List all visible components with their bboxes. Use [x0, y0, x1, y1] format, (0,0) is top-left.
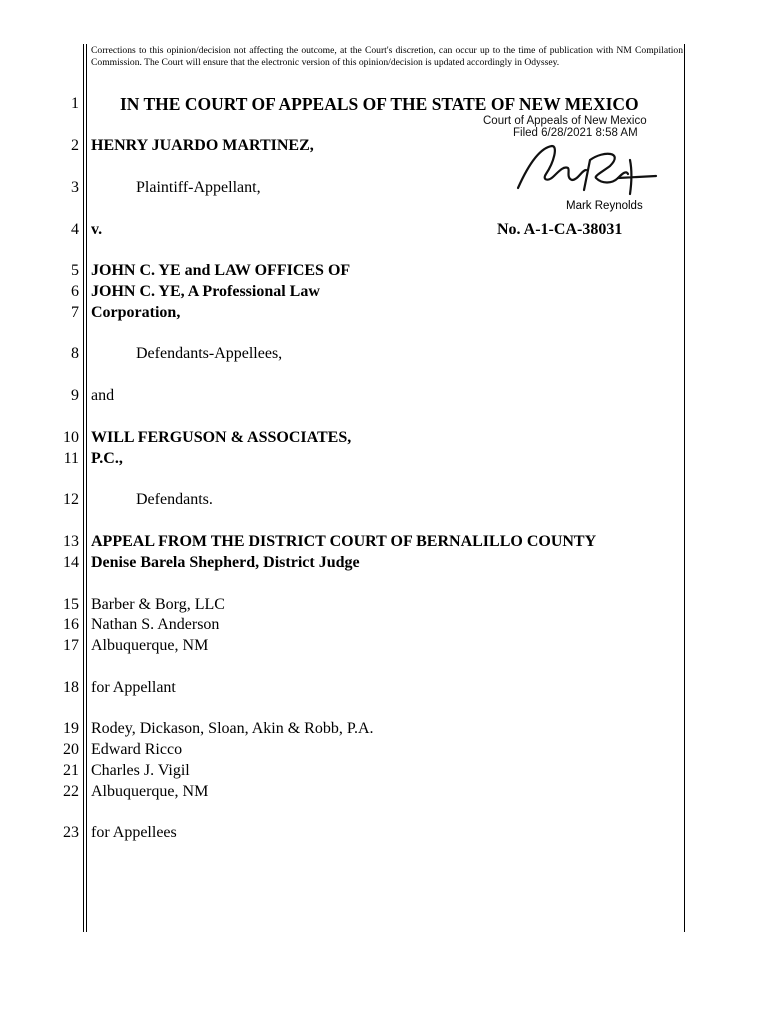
line-number: 1	[71, 95, 79, 112]
defendant-name: Corporation,	[91, 304, 181, 321]
for-appellees: for Appellees	[91, 824, 177, 841]
line-number: 22	[63, 783, 79, 800]
versus: v.	[91, 221, 103, 238]
corrections-notice: Corrections to this opinion/decision not affecting the outcome, at the Court's discretion, can occur up to the time of publication with NM Compilation Commission. The Court will ensure that the electronic version of this opinion/decision is updated accordingly in Odyssey.	[91, 45, 683, 69]
plaintiff-name: HENRY JUARDO MARTINEZ,	[91, 137, 314, 154]
district-judge: Denise Barela Shepherd, District Judge	[91, 554, 360, 571]
appellant-counsel: Nathan S. Anderson	[91, 616, 220, 633]
conjunction: and	[91, 387, 115, 404]
appellant-counsel: Albuquerque, NM	[91, 637, 209, 654]
line-number: 12	[63, 491, 79, 508]
line-number: 20	[63, 741, 79, 758]
stamp-court: Court of Appeals of New Mexico	[483, 115, 647, 127]
line-number: 2	[71, 137, 79, 154]
defendant-name: WILL FERGUSON & ASSOCIATES,	[91, 429, 352, 446]
line-number: 21	[63, 762, 79, 779]
left-margin-rule-inner	[86, 44, 87, 932]
line-number: 19	[63, 720, 79, 737]
court-title: IN THE COURT OF APPEALS OF THE STATE OF NEW MEXICO	[120, 94, 639, 114]
line-number: 10	[63, 429, 79, 446]
plaintiff-role: Plaintiff-Appellant,	[136, 179, 261, 196]
clerk-signature	[506, 140, 666, 200]
line-number: 15	[63, 596, 79, 613]
appellant-counsel: Barber & Borg, LLC	[91, 596, 225, 613]
for-appellant: for Appellant	[91, 679, 176, 696]
line-number: 6	[71, 283, 79, 300]
line-number: 11	[63, 450, 79, 467]
right-margin-rule	[684, 44, 685, 932]
filing-stamp	[483, 115, 647, 139]
line-number: 18	[63, 679, 79, 696]
stamp-filed: Filed 6/28/2021 8:58 AM	[513, 127, 638, 139]
line-number: 7	[71, 304, 79, 321]
line-number: 17	[63, 637, 79, 654]
line-number: 23	[63, 824, 79, 841]
stamp-signer: Mark Reynolds	[566, 200, 643, 212]
appellees-counsel: Edward Ricco	[91, 741, 183, 758]
left-margin-rule-outer	[83, 44, 84, 932]
line-number: 14	[63, 554, 79, 571]
defendants-appellees-role: Defendants-Appellees,	[136, 345, 283, 362]
line-number: 16	[63, 616, 79, 633]
line-number: 4	[71, 221, 79, 238]
line-number: 3	[71, 179, 79, 196]
defendant-name: JOHN C. YE and LAW OFFICES OF	[91, 262, 351, 279]
appellees-counsel: Rodey, Dickason, Sloan, Akin & Robb, P.A.	[91, 720, 374, 737]
appeal-heading: APPEAL FROM THE DISTRICT COURT OF BERNALILLO COUNTY	[91, 533, 597, 550]
line-number: 13	[63, 533, 79, 550]
line-number: 9	[71, 387, 79, 404]
appellees-counsel: Albuquerque, NM	[91, 783, 209, 800]
appellees-counsel: Charles J. Vigil	[91, 762, 190, 779]
line-number: 8	[71, 345, 79, 362]
defendant-name: JOHN C. YE, A Professional Law	[91, 283, 320, 300]
defendant-name: P.C.,	[91, 450, 123, 467]
docket-number: No. A-1-CA-38031	[497, 221, 623, 238]
defendants-role: Defendants.	[136, 491, 213, 508]
line-number: 5	[71, 262, 79, 279]
